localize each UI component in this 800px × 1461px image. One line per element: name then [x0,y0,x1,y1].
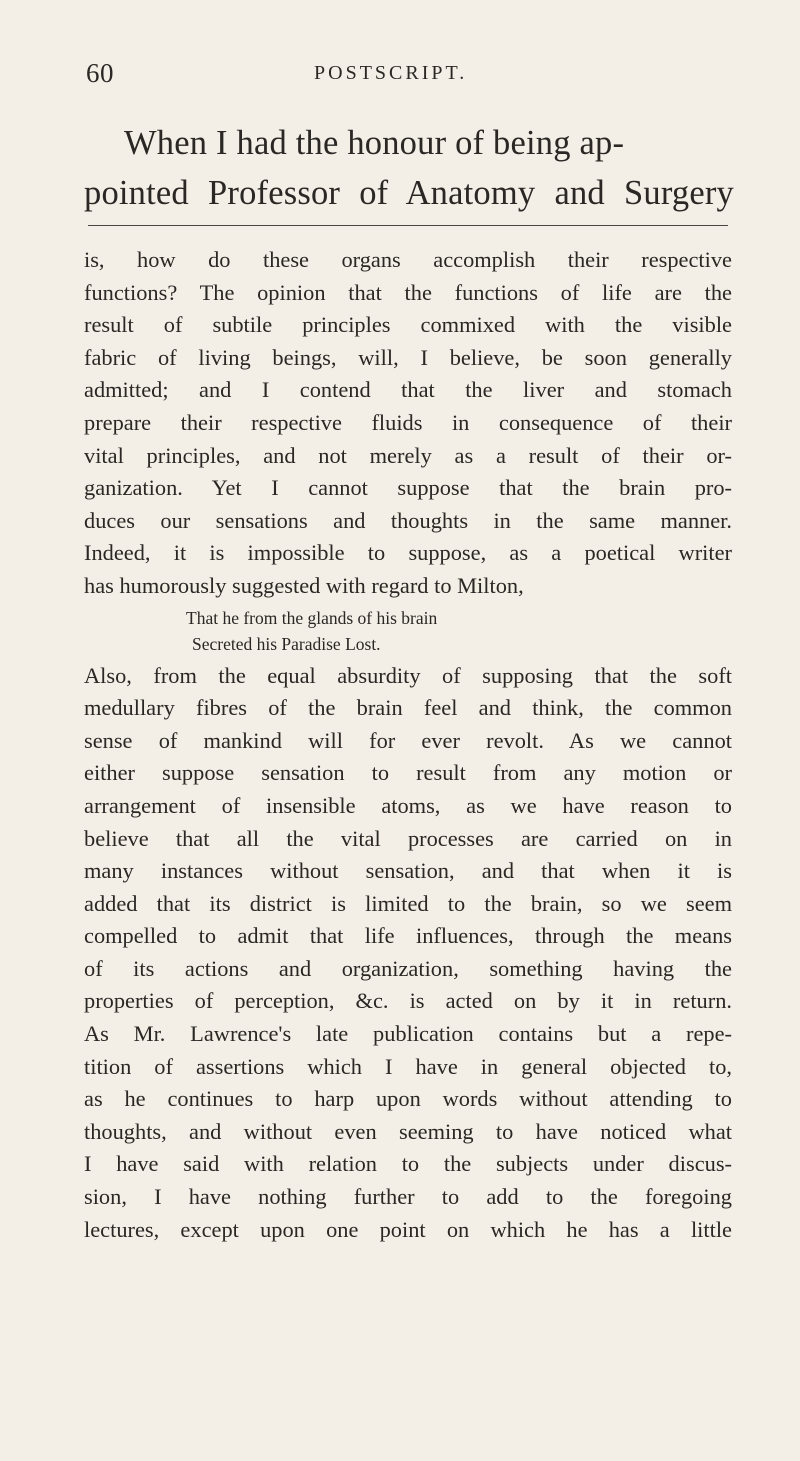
running-title: POSTSCRIPT. [314,62,468,84]
text-line: of its actions and organization, something having the [84,955,732,981]
text-line: functions? The opinion that the functions of life are the [84,279,732,305]
text-line: fabric of living beings, will, I believe, be soon generally [84,344,732,370]
running-head [86,58,726,98]
text-line: thoughts, and without even seeming to have noticed what [84,1118,732,1144]
heading-line: pointed Professor of Anatomy and Surgery [84,174,734,212]
paragraph-1 [84,244,732,603]
text-line: ganization. Yet I cannot suppose that the brain pro- [84,475,732,501]
heading-divider [88,225,728,226]
text-line: prepare their respective fluids in consequence of their [84,409,732,435]
text-line: Indeed, it is impossible to suppose, as a poetical writer [84,540,732,566]
paragraph-2 [84,660,732,1247]
text-line: Also, from the equal absurdity of supposing that the soft [84,662,732,688]
verse-line: Secreted his Paradise Lost. [192,633,381,654]
text-line: believe that all the vital processes are carried on in [84,825,732,851]
text-line: lectures, except upon one point on which he has a little [84,1216,732,1242]
text-line: properties of perception, &c. is acted on by it in return. [84,988,732,1014]
text-line: arrangement of insensible atoms, as we have reason to [84,792,732,818]
verse-line: That he from the glands of his brain [186,607,438,628]
text-line: has humorously suggested with regard to Milton, [84,572,524,598]
text-line: result of subtile principles commixed with the visible [84,312,732,338]
text-line: sion, I have nothing further to add to the foregoing [84,1184,732,1210]
text-line: many instances without sensation, and that when it is [84,858,732,884]
text-line: admitted; and I contend that the liver and stomach [84,377,732,403]
heading-line: When I had the honour of being ap- [124,124,625,162]
text-line: tition of assertions which I have in general objected to, [84,1053,732,1079]
body-text [84,244,732,1246]
verse-quotation [186,605,732,657]
text-line: As Mr. Lawrence's late publication contains but a repe- [84,1021,732,1047]
text-line: vital principles, and not merely as a result of their or- [84,442,732,468]
text-line: duces our sensations and thoughts in the same manner. [84,507,732,533]
text-line: as he continues to harp upon words without attending to [84,1086,732,1112]
section-heading [84,118,734,218]
text-line: is, how do these organs accomplish their respective [84,247,732,272]
page-number: 60 [86,58,114,88]
text-line: I have said with relation to the subjects under discus- [84,1151,732,1177]
text-line: medullary fibres of the brain feel and think, the common [84,695,732,721]
text-line: sense of mankind will for ever revolt. As we cannot [84,727,732,753]
text-line: added that its district is limited to the brain, so we seem [84,890,732,916]
text-line: compelled to admit that life influences, through the means [84,923,732,949]
text-line: either suppose sensation to result from any motion or [84,760,732,786]
